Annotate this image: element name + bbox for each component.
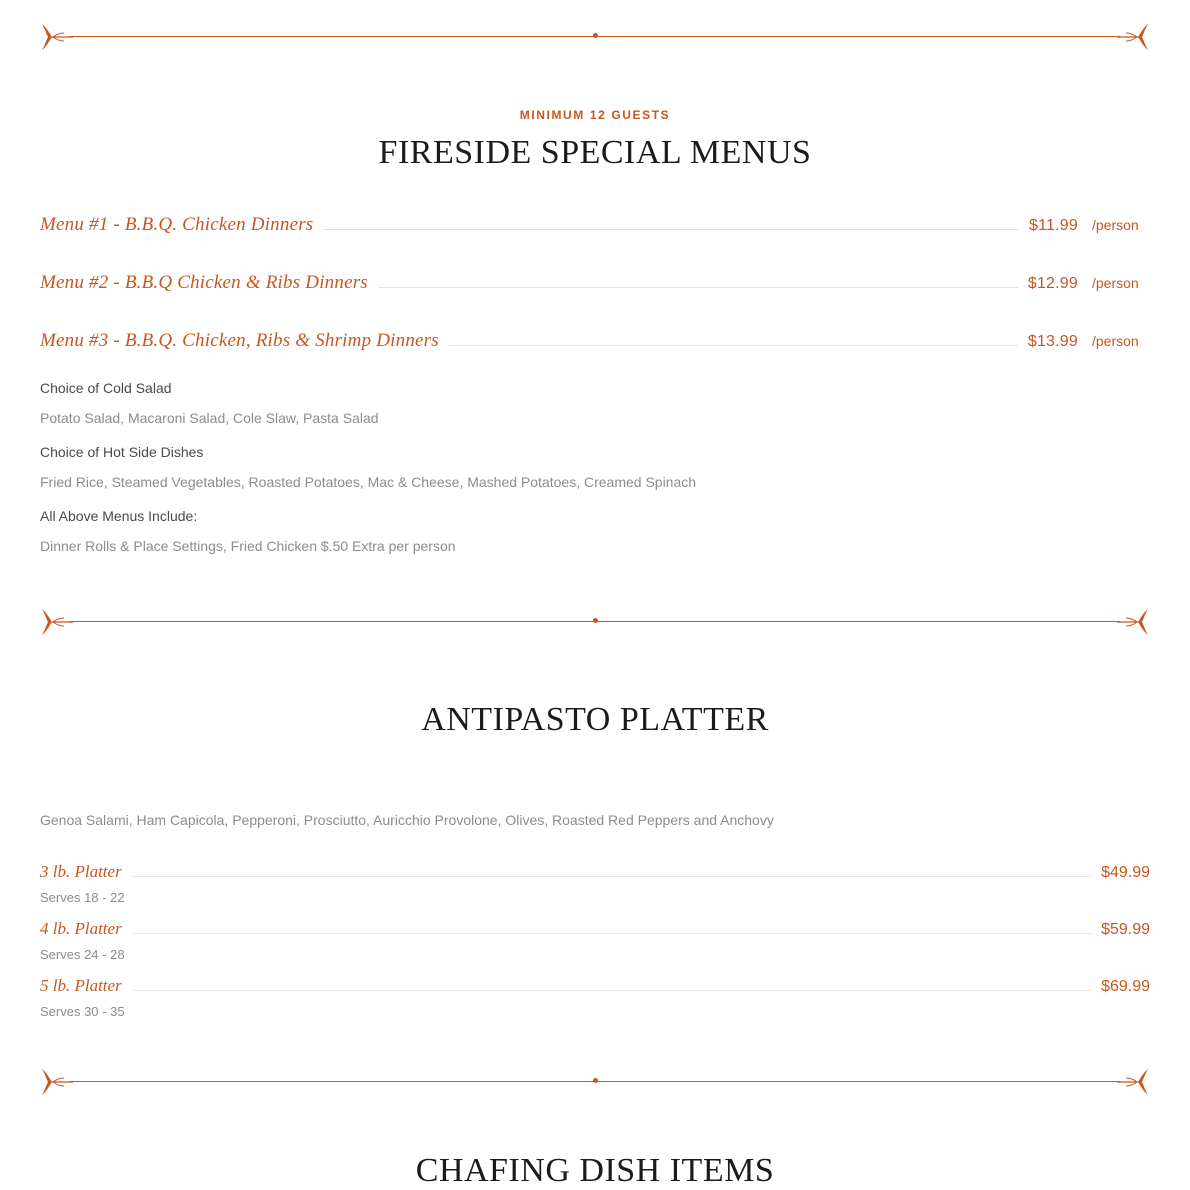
fireside-menu-list — [40, 214, 1150, 352]
detail-text: Fried Rice, Steamed Vegetables, Roasted Potatoes, Mac & Cheese, Mashed Potatoes, Creamed Spinach — [40, 474, 697, 490]
menu-item-row — [40, 272, 1150, 294]
menu-item-row — [40, 330, 1150, 352]
detail-heading: All Above Menus Include: — [40, 508, 198, 524]
divider-flourish-left-icon — [40, 21, 74, 53]
detail-heading: Choice of Hot Side Dishes — [40, 444, 204, 460]
detail-text: Potato Salad, Macaroni Salad, Cole Slaw, Pasta Salad — [40, 410, 379, 426]
chafing-title: CHAFING DISH ITEMS — [415, 1152, 775, 1189]
antipasto-intro: Genoa Salami, Ham Capicola, Pepperoni, Prosciutto, Auricchio Provolone, Olives, Roasted Red Peppers and Anchovy — [40, 812, 774, 828]
divider-flourish-right-icon — [1116, 1066, 1150, 1098]
platter-price: $59.99 — [1101, 921, 1150, 938]
platter-row — [40, 862, 1150, 882]
ornamental-divider — [40, 1062, 1150, 1102]
divider-flourish-left-icon — [40, 606, 74, 638]
menu-item-row — [40, 214, 1150, 236]
platter-name: 5 lb. Platter — [40, 976, 122, 995]
detail-heading: Choice of Cold Salad — [40, 380, 172, 396]
fireside-special-menus-section — [40, 108, 1150, 554]
antipasto-platter-section — [40, 701, 1150, 1019]
divider-flourish-right-icon — [1116, 606, 1150, 638]
menu-item-unit: /person — [1092, 217, 1139, 233]
platter-name: 3 lb. Platter — [40, 862, 122, 881]
detail-text: Dinner Rolls & Place Settings, Fried Chicken $.50 Extra per person — [40, 538, 456, 554]
leader-line — [132, 989, 1091, 991]
ornamental-divider — [40, 17, 1150, 57]
ornamental-divider — [40, 602, 1150, 642]
fireside-details — [40, 380, 1150, 554]
divider-flourish-right-icon — [1116, 21, 1150, 53]
platter-serves: Serves 18 - 22 — [40, 890, 125, 905]
menu-item-name: Menu #3 - B.B.Q. Chicken, Ribs & Shrimp Dinners — [40, 330, 439, 351]
leader-line — [449, 344, 1018, 346]
leader-line — [132, 932, 1091, 934]
platter-serves: Serves 24 - 28 — [40, 947, 125, 962]
divider-dot — [593, 1078, 598, 1083]
antipasto-platter-list — [40, 862, 1150, 1019]
platter-row — [40, 976, 1150, 996]
chafing-dish-items-section — [40, 1152, 1150, 1190]
divider-dot — [593, 33, 598, 38]
menu-item-unit: /person — [1092, 333, 1139, 349]
divider-flourish-left-icon — [40, 1066, 74, 1098]
menu-item-price: $13.99 — [1027, 333, 1078, 350]
platter-name: 4 lb. Platter — [40, 919, 122, 938]
leader-line — [378, 286, 1018, 288]
menu-item-price: $11.99 — [1029, 217, 1078, 234]
fireside-title: FIRESIDE SPECIAL MENUS — [378, 134, 812, 171]
platter-price: $69.99 — [1101, 978, 1150, 995]
platter-serves: Serves 30 - 35 — [40, 1004, 125, 1019]
antipasto-title: ANTIPASTO PLATTER — [421, 701, 769, 738]
menu-item-name: Menu #1 - B.B.Q. Chicken Dinners — [40, 214, 314, 235]
menu-item-name: Menu #2 - B.B.Q Chicken & Ribs Dinners — [40, 272, 368, 293]
platter-row — [40, 919, 1150, 939]
menu-page — [0, 17, 1190, 1190]
fireside-eyebrow: MINIMUM 12 GUESTS — [519, 108, 671, 122]
platter-price: $49.99 — [1101, 864, 1150, 881]
menu-item-price: $12.99 — [1027, 275, 1078, 292]
leader-line — [132, 875, 1091, 877]
leader-line — [323, 228, 1019, 230]
menu-item-unit: /person — [1092, 275, 1139, 291]
divider-dot — [593, 618, 598, 623]
